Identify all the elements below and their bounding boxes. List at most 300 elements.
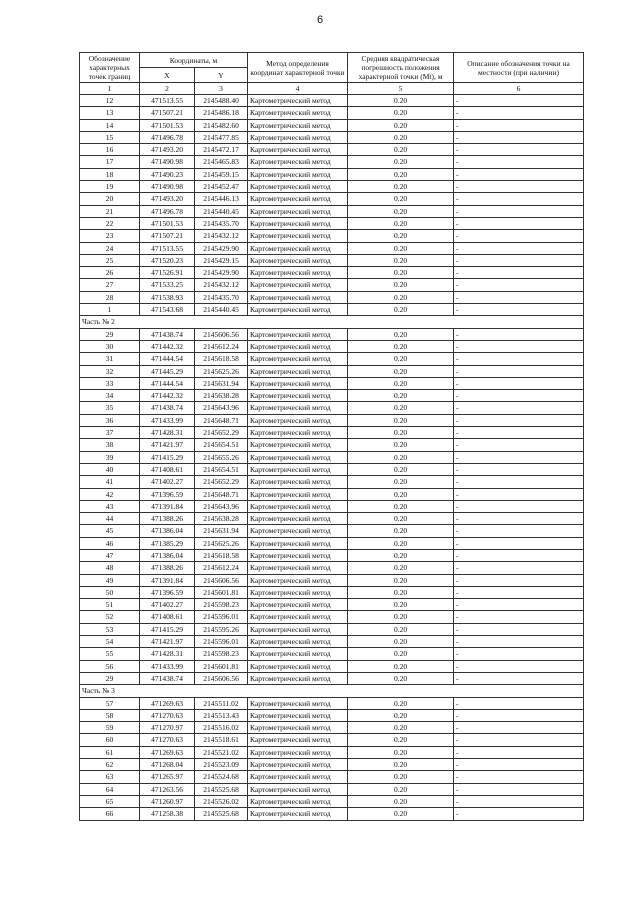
description-cell: - xyxy=(454,365,584,377)
coord-x: 471520.23 xyxy=(140,254,195,266)
point-number: 42 xyxy=(80,488,140,500)
description-cell: - xyxy=(454,181,584,193)
method-cell: Картометрический метод xyxy=(248,131,348,143)
method-cell: Картометрический метод xyxy=(248,144,348,156)
method-cell: Картометрический метод xyxy=(248,427,348,439)
method-cell: Картометрический метод xyxy=(248,636,348,648)
description-cell: - xyxy=(454,95,584,107)
table-row xyxy=(80,488,584,500)
coord-y: 2145465.83 xyxy=(195,156,248,168)
error-cell: 0.20 xyxy=(348,463,454,475)
table-row xyxy=(80,771,584,783)
coord-x: 471433.99 xyxy=(140,660,195,672)
header-error: Средняя квадратическая погрешность положения характерной точки (Mt), м xyxy=(348,53,454,83)
description-cell: - xyxy=(454,611,584,623)
method-cell: Картометрический метод xyxy=(248,722,348,734)
point-number: 41 xyxy=(80,476,140,488)
error-cell: 0.20 xyxy=(348,746,454,758)
table-row xyxy=(80,636,584,648)
error-cell: 0.20 xyxy=(348,193,454,205)
error-cell: 0.20 xyxy=(348,427,454,439)
coord-x: 471386.04 xyxy=(140,525,195,537)
point-number: 59 xyxy=(80,722,140,734)
method-cell: Картометрический метод xyxy=(248,549,348,561)
table-row xyxy=(80,95,584,107)
point-number: 21 xyxy=(80,205,140,217)
description-cell: - xyxy=(454,390,584,402)
table-row xyxy=(80,353,584,365)
method-cell: Картометрический метод xyxy=(248,709,348,721)
table-row xyxy=(80,254,584,266)
method-cell: Картометрический метод xyxy=(248,304,348,316)
description-cell: - xyxy=(454,722,584,734)
coord-y: 2145598.23 xyxy=(195,648,248,660)
method-cell: Картометрический метод xyxy=(248,771,348,783)
table-row xyxy=(80,697,584,709)
description-cell: - xyxy=(454,476,584,488)
header-coordinates: Координаты, м xyxy=(140,53,248,68)
method-cell: Картометрический метод xyxy=(248,623,348,635)
coord-x: 471258.38 xyxy=(140,808,195,820)
coord-y: 2145429.90 xyxy=(195,267,248,279)
coord-x: 471442.32 xyxy=(140,390,195,402)
coord-x: 471493.20 xyxy=(140,144,195,156)
coord-x: 471269.63 xyxy=(140,697,195,709)
table-row xyxy=(80,537,584,549)
description-cell: - xyxy=(454,328,584,340)
point-number: 34 xyxy=(80,390,140,402)
table-row xyxy=(80,414,584,426)
point-number: 33 xyxy=(80,377,140,389)
point-number: 44 xyxy=(80,513,140,525)
table-row xyxy=(80,500,584,512)
point-number: 30 xyxy=(80,340,140,352)
description-cell: - xyxy=(454,156,584,168)
point-number: 12 xyxy=(80,95,140,107)
method-cell: Картометрический метод xyxy=(248,525,348,537)
method-cell: Картометрический метод xyxy=(248,439,348,451)
coord-y: 2145606.56 xyxy=(195,328,248,340)
coord-y: 2145516.02 xyxy=(195,722,248,734)
error-cell: 0.20 xyxy=(348,562,454,574)
header-num-5: 5 xyxy=(348,83,454,95)
table-row xyxy=(80,377,584,389)
header-x: X xyxy=(140,68,195,83)
error-cell: 0.20 xyxy=(348,623,454,635)
coord-y: 2145526.02 xyxy=(195,795,248,807)
point-number: 51 xyxy=(80,599,140,611)
coord-y: 2145643.96 xyxy=(195,402,248,414)
coord-y: 2145618.58 xyxy=(195,353,248,365)
coord-x: 471433.99 xyxy=(140,414,195,426)
description-cell: - xyxy=(454,217,584,229)
point-number: 14 xyxy=(80,119,140,131)
point-number: 48 xyxy=(80,562,140,574)
description-cell: - xyxy=(454,795,584,807)
description-cell: - xyxy=(454,414,584,426)
description-cell: - xyxy=(454,144,584,156)
table-row xyxy=(80,525,584,537)
description-cell: - xyxy=(454,488,584,500)
table-row xyxy=(80,304,584,316)
coord-y: 2145625.26 xyxy=(195,537,248,549)
table-row xyxy=(80,168,584,180)
description-cell: - xyxy=(454,636,584,648)
coord-x: 471428.31 xyxy=(140,648,195,660)
coord-x: 471513.55 xyxy=(140,95,195,107)
table-row xyxy=(80,230,584,242)
error-cell: 0.20 xyxy=(348,144,454,156)
table-row xyxy=(80,267,584,279)
page-number: 6 xyxy=(316,14,324,26)
coord-y: 2145612.24 xyxy=(195,340,248,352)
error-cell: 0.20 xyxy=(348,390,454,402)
table-row xyxy=(80,181,584,193)
error-cell: 0.20 xyxy=(348,181,454,193)
error-cell: 0.20 xyxy=(348,660,454,672)
description-cell: - xyxy=(454,537,584,549)
table-row xyxy=(80,427,584,439)
method-cell: Картометрический метод xyxy=(248,267,348,279)
error-cell: 0.20 xyxy=(348,636,454,648)
description-cell: - xyxy=(454,279,584,291)
point-number: 54 xyxy=(80,636,140,648)
method-cell: Картометрический метод xyxy=(248,119,348,131)
error-cell: 0.20 xyxy=(348,353,454,365)
point-number: 29 xyxy=(80,672,140,684)
coord-x: 471260.97 xyxy=(140,795,195,807)
section-label: Часть № 2 xyxy=(80,316,584,328)
coord-y: 2145595.26 xyxy=(195,623,248,635)
coord-x: 471533.25 xyxy=(140,279,195,291)
coord-x: 471269.63 xyxy=(140,746,195,758)
method-cell: Картометрический метод xyxy=(248,574,348,586)
method-cell: Картометрический метод xyxy=(248,107,348,119)
coord-y: 2145432.12 xyxy=(195,279,248,291)
coord-y: 2145511.02 xyxy=(195,697,248,709)
header-y: Y xyxy=(195,68,248,83)
method-cell: Картометрический метод xyxy=(248,697,348,709)
coord-x: 471386.04 xyxy=(140,549,195,561)
description-cell: - xyxy=(454,549,584,561)
error-cell: 0.20 xyxy=(348,242,454,254)
point-number: 25 xyxy=(80,254,140,266)
header-num-2: 2 xyxy=(140,83,195,95)
coord-x: 471421.97 xyxy=(140,636,195,648)
point-number: 52 xyxy=(80,611,140,623)
coord-x: 471438.74 xyxy=(140,402,195,414)
error-cell: 0.20 xyxy=(348,586,454,598)
point-number: 16 xyxy=(80,144,140,156)
description-cell: - xyxy=(454,734,584,746)
coord-y: 2145596.01 xyxy=(195,636,248,648)
error-cell: 0.20 xyxy=(348,783,454,795)
coord-y: 2145429.15 xyxy=(195,254,248,266)
coord-x: 471415.29 xyxy=(140,623,195,635)
point-number: 62 xyxy=(80,759,140,771)
point-number: 50 xyxy=(80,586,140,598)
coord-x: 471543.68 xyxy=(140,304,195,316)
coord-y: 2145618.58 xyxy=(195,549,248,561)
description-cell: - xyxy=(454,513,584,525)
method-cell: Картометрический метод xyxy=(248,537,348,549)
table-row xyxy=(80,562,584,574)
method-cell: Картометрический метод xyxy=(248,451,348,463)
description-cell: - xyxy=(454,599,584,611)
point-number: 24 xyxy=(80,242,140,254)
method-cell: Картометрический метод xyxy=(248,193,348,205)
point-number: 46 xyxy=(80,537,140,549)
method-cell: Картометрический метод xyxy=(248,390,348,402)
table-row xyxy=(80,513,584,525)
table-row xyxy=(80,549,584,561)
method-cell: Картометрический метод xyxy=(248,746,348,758)
description-cell: - xyxy=(454,463,584,475)
coord-x: 471490.98 xyxy=(140,181,195,193)
point-number: 27 xyxy=(80,279,140,291)
description-cell: - xyxy=(454,672,584,684)
coord-y: 2145524.68 xyxy=(195,771,248,783)
error-cell: 0.20 xyxy=(348,808,454,820)
description-cell: - xyxy=(454,783,584,795)
error-cell: 0.20 xyxy=(348,611,454,623)
coord-y: 2145638.28 xyxy=(195,390,248,402)
coord-y: 2145432.12 xyxy=(195,230,248,242)
coord-x: 471263.56 xyxy=(140,783,195,795)
error-cell: 0.20 xyxy=(348,488,454,500)
coord-x: 471442.32 xyxy=(140,340,195,352)
error-cell: 0.20 xyxy=(348,771,454,783)
point-number: 22 xyxy=(80,217,140,229)
description-cell: - xyxy=(454,377,584,389)
table-row xyxy=(80,365,584,377)
table-row xyxy=(80,586,584,598)
point-number: 43 xyxy=(80,500,140,512)
error-cell: 0.20 xyxy=(348,722,454,734)
error-cell: 0.20 xyxy=(348,574,454,586)
point-number: 55 xyxy=(80,648,140,660)
error-cell: 0.20 xyxy=(348,377,454,389)
description-cell: - xyxy=(454,340,584,352)
coord-y: 2145596.01 xyxy=(195,611,248,623)
table-row xyxy=(80,476,584,488)
description-cell: - xyxy=(454,500,584,512)
table-row xyxy=(80,611,584,623)
point-number: 15 xyxy=(80,131,140,143)
coord-x: 471445.29 xyxy=(140,365,195,377)
description-cell: - xyxy=(454,119,584,131)
point-number: 31 xyxy=(80,353,140,365)
coord-y: 2145488.40 xyxy=(195,95,248,107)
method-cell: Картометрический метод xyxy=(248,500,348,512)
description-cell: - xyxy=(454,709,584,721)
error-cell: 0.20 xyxy=(348,340,454,352)
point-number: 39 xyxy=(80,451,140,463)
description-cell: - xyxy=(454,107,584,119)
method-cell: Картометрический метод xyxy=(248,672,348,684)
coord-x: 471270.63 xyxy=(140,709,195,721)
error-cell: 0.20 xyxy=(348,365,454,377)
method-cell: Картометрический метод xyxy=(248,463,348,475)
header-num-3: 3 xyxy=(195,83,248,95)
point-number: 29 xyxy=(80,328,140,340)
coord-x: 471490.23 xyxy=(140,168,195,180)
description-cell: - xyxy=(454,586,584,598)
error-cell: 0.20 xyxy=(348,439,454,451)
table-row xyxy=(80,722,584,734)
table-row xyxy=(80,291,584,303)
description-cell: - xyxy=(454,451,584,463)
table-row xyxy=(80,193,584,205)
method-cell: Картометрический метод xyxy=(248,734,348,746)
description-cell: - xyxy=(454,562,584,574)
error-cell: 0.20 xyxy=(348,759,454,771)
table-row xyxy=(80,107,584,119)
section-row xyxy=(80,316,584,328)
coord-y: 2145625.26 xyxy=(195,365,248,377)
coord-y: 2145486.18 xyxy=(195,107,248,119)
description-cell: - xyxy=(454,205,584,217)
table-row xyxy=(80,144,584,156)
error-cell: 0.20 xyxy=(348,709,454,721)
method-cell: Картометрический метод xyxy=(248,242,348,254)
method-cell: Картометрический метод xyxy=(248,365,348,377)
coord-y: 2145631.94 xyxy=(195,525,248,537)
description-cell: - xyxy=(454,574,584,586)
coordinates-table xyxy=(79,52,584,821)
method-cell: Картометрический метод xyxy=(248,377,348,389)
table-row xyxy=(80,279,584,291)
table-row xyxy=(80,709,584,721)
coord-y: 2145648.71 xyxy=(195,488,248,500)
coord-x: 471493.20 xyxy=(140,193,195,205)
method-cell: Картометрический метод xyxy=(248,795,348,807)
table-row xyxy=(80,672,584,684)
coord-y: 2145435.70 xyxy=(195,291,248,303)
coord-x: 471270.63 xyxy=(140,734,195,746)
table-row xyxy=(80,574,584,586)
header-num-1: 1 xyxy=(80,83,140,95)
point-number: 49 xyxy=(80,574,140,586)
coord-x: 471501.53 xyxy=(140,119,195,131)
table-row xyxy=(80,217,584,229)
point-number: 17 xyxy=(80,156,140,168)
coord-y: 2145523.09 xyxy=(195,759,248,771)
error-cell: 0.20 xyxy=(348,217,454,229)
description-cell: - xyxy=(454,697,584,709)
point-number: 64 xyxy=(80,783,140,795)
coord-x: 471265.97 xyxy=(140,771,195,783)
error-cell: 0.20 xyxy=(348,549,454,561)
error-cell: 0.20 xyxy=(348,119,454,131)
coord-x: 471438.74 xyxy=(140,672,195,684)
method-cell: Картометрический метод xyxy=(248,181,348,193)
description-cell: - xyxy=(454,746,584,758)
table-row xyxy=(80,205,584,217)
coord-y: 2145606.56 xyxy=(195,672,248,684)
error-cell: 0.20 xyxy=(348,205,454,217)
coord-y: 2145655.26 xyxy=(195,451,248,463)
coord-y: 2145606.56 xyxy=(195,574,248,586)
method-cell: Картометрический метод xyxy=(248,783,348,795)
table-row xyxy=(80,660,584,672)
coord-x: 471270.97 xyxy=(140,722,195,734)
point-number: 37 xyxy=(80,427,140,439)
error-cell: 0.20 xyxy=(348,476,454,488)
description-cell: - xyxy=(454,427,584,439)
method-cell: Картометрический метод xyxy=(248,562,348,574)
coord-x: 471402.27 xyxy=(140,599,195,611)
coord-y: 2145631.94 xyxy=(195,377,248,389)
error-cell: 0.20 xyxy=(348,279,454,291)
error-cell: 0.20 xyxy=(348,291,454,303)
coord-y: 2145598.23 xyxy=(195,599,248,611)
error-cell: 0.20 xyxy=(348,131,454,143)
coord-x: 471444.54 xyxy=(140,377,195,389)
description-cell: - xyxy=(454,759,584,771)
coord-x: 471438.74 xyxy=(140,328,195,340)
table-row xyxy=(80,648,584,660)
coord-y: 2145521.02 xyxy=(195,746,248,758)
table-row xyxy=(80,131,584,143)
point-number: 32 xyxy=(80,365,140,377)
coord-x: 471538.93 xyxy=(140,291,195,303)
description-cell: - xyxy=(454,660,584,672)
error-cell: 0.20 xyxy=(348,402,454,414)
coord-y: 2145452.47 xyxy=(195,181,248,193)
header-point-designation: Обозначение характерных точек границ xyxy=(80,53,140,83)
table-row xyxy=(80,439,584,451)
error-cell: 0.20 xyxy=(348,672,454,684)
description-cell: - xyxy=(454,771,584,783)
point-number: 26 xyxy=(80,267,140,279)
table-row xyxy=(80,463,584,475)
coord-x: 471428.31 xyxy=(140,427,195,439)
header-num-6: 6 xyxy=(454,83,584,95)
error-cell: 0.20 xyxy=(348,537,454,549)
description-cell: - xyxy=(454,291,584,303)
coord-y: 2145440.45 xyxy=(195,205,248,217)
table-row xyxy=(80,328,584,340)
coord-y: 2145652.29 xyxy=(195,476,248,488)
error-cell: 0.20 xyxy=(348,254,454,266)
table-row xyxy=(80,451,584,463)
error-cell: 0.20 xyxy=(348,107,454,119)
point-number: 23 xyxy=(80,230,140,242)
point-number: 45 xyxy=(80,525,140,537)
table-row xyxy=(80,402,584,414)
method-cell: Картометрический метод xyxy=(248,759,348,771)
description-cell: - xyxy=(454,168,584,180)
method-cell: Картометрический метод xyxy=(248,808,348,820)
method-cell: Картометрический метод xyxy=(248,340,348,352)
method-cell: Картометрический метод xyxy=(248,414,348,426)
point-number: 38 xyxy=(80,439,140,451)
table-row xyxy=(80,623,584,635)
coord-x: 471402.27 xyxy=(140,476,195,488)
error-cell: 0.20 xyxy=(348,513,454,525)
table-row xyxy=(80,795,584,807)
point-number: 65 xyxy=(80,795,140,807)
point-number: 60 xyxy=(80,734,140,746)
point-number: 28 xyxy=(80,291,140,303)
table-row xyxy=(80,759,584,771)
description-cell: - xyxy=(454,353,584,365)
point-number: 40 xyxy=(80,463,140,475)
coord-y: 2145601.81 xyxy=(195,586,248,598)
error-cell: 0.20 xyxy=(348,697,454,709)
table-row xyxy=(80,734,584,746)
